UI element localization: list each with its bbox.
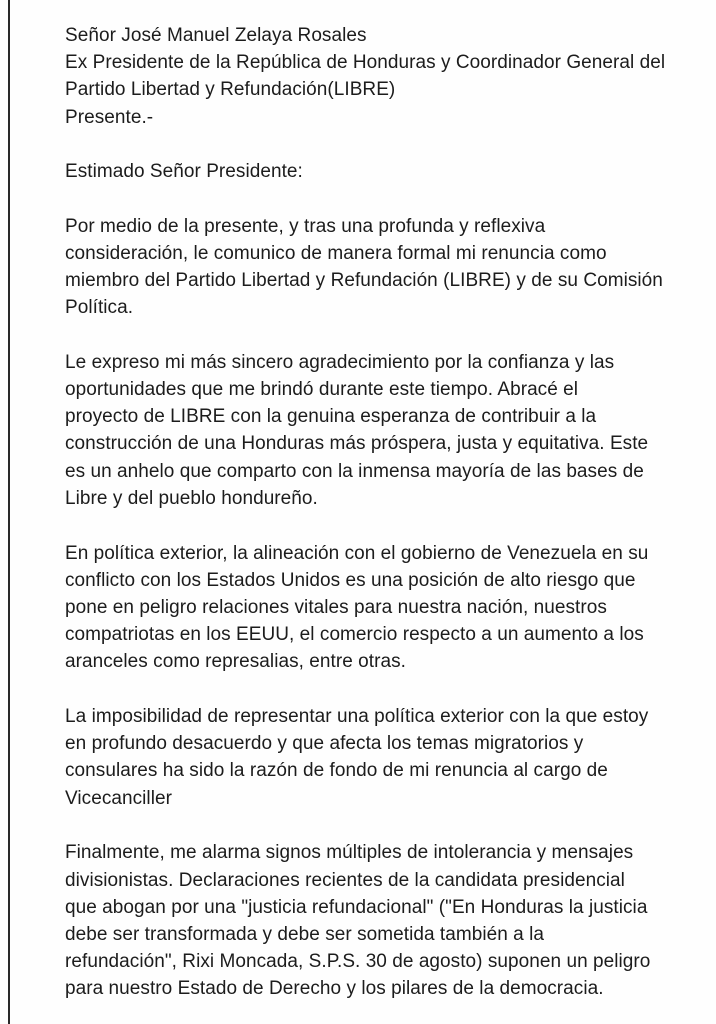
header-line: Señor José Manuel Zelaya Rosales [65,25,367,46]
paragraph-line: refundación", Rixi Moncada, S.P.S. 30 de agosto) suponen un peligro [65,951,651,973]
document-page [8,0,716,1024]
paragraph-line: La imposibilidad de representar una política exterior con la que estoy [65,706,649,728]
paragraph-line: Política. [65,297,134,319]
paragraph-line: aranceles como represalias, entre otras. [65,651,406,673]
paragraph-line: divisionistas. Declaraciones recientes de la candidata presidencial [65,869,625,891]
salutation-text: Estimado Señor Presidente: [65,160,303,182]
paragraph-line: proyecto de LIBRE con la genuina esperanza de contribuir a la [65,406,597,428]
paragraph-resignation [65,213,715,322]
salutation [65,158,715,185]
letter-header [65,22,715,131]
paragraph-line: miembro del Partido Libertad y Refundación (LIBRE) y de su Comisión [65,269,663,291]
paragraph-line: compatriotas en los EEUU, el comercio respecto a un aumento a los [65,624,644,646]
paragraph-intolerance [65,839,715,1002]
presente-line [65,104,715,131]
paragraph-line: oportunidades que me brindó durante este tiempo. Abracé el [65,379,579,401]
header-line: Ex Presidente de la República de Honduras y Coordinador General del [65,52,666,74]
header-line: Partido Libertad y Refundación(LIBRE) [65,79,396,101]
paragraph-line: consulares ha sido la razón de fondo de mi renuncia al cargo de [65,760,608,782]
recipient-name [65,22,715,49]
paragraph-line: Libre y del pueblo hondureño. [65,487,318,509]
letter-body [65,22,715,1003]
paragraph-line: debe ser transformada y debe ser sometida también a la [65,923,545,945]
recipient-title [65,49,715,103]
paragraph-line: que abogan por una "justicia refundacional" ("En Honduras la justicia [65,896,648,918]
paragraph-line: Por medio de la presente, y tras una profunda y reflexiva [65,215,546,237]
paragraph-line: construcción de una Honduras más próspera, justa y equitativa. Este [65,433,649,455]
paragraph-line: pone en peligro relaciones vitales para nuestra nación, nuestros [65,596,607,618]
paragraph-line: para nuestro Estado de Derecho y los pilares de la democracia. [65,978,604,1000]
paragraph-line: En política exterior, la alineación con el gobierno de Venezuela en su [65,542,649,564]
paragraph-line: Finalmente, me alarma signos múltiples de intolerancia y mensajes [65,842,634,864]
letter-content [65,158,715,1003]
paragraph-foreign-policy [65,540,715,676]
paragraph-line: Le expreso mi más sincero agradecimiento por la confianza y las [65,351,615,373]
paragraph-line: en profundo desacuerdo y que afecta los temas migratorios y [65,733,584,755]
paragraph-gratitude [65,349,715,512]
paragraph-line: consideración, le comunico de manera formal mi renuncia como [65,242,607,264]
header-line: Presente.- [65,106,154,128]
paragraph-vicecanciller [65,703,715,812]
paragraph-line: Vicecanciller [65,787,172,809]
paragraph-line: es un anhelo que comparto con la inmensa mayoría de las bases de [65,460,644,482]
paragraph-line: conflicto con los Estados Unidos es una posición de alto riesgo que [65,569,636,591]
